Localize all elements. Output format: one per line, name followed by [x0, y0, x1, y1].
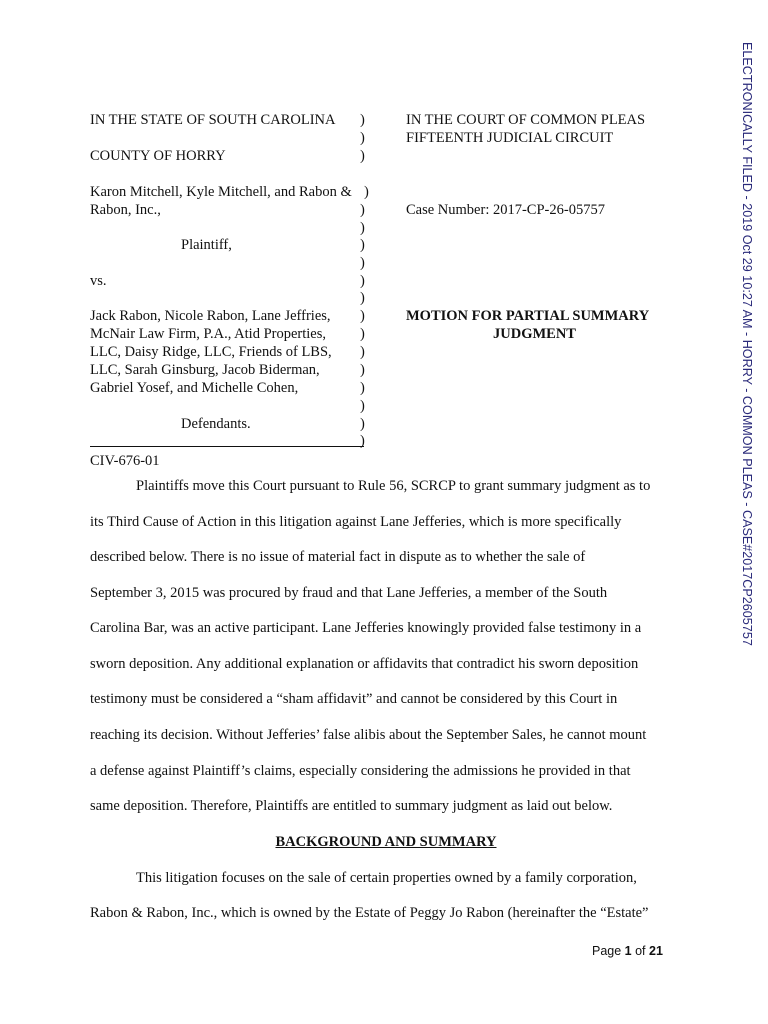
total-pages: 21 [649, 944, 663, 958]
caption-paren: ) [360, 308, 365, 324]
page-of: of [631, 944, 649, 958]
motion-title-line-1: MOTION FOR PARTIAL SUMMARY [406, 308, 650, 324]
paragraph-1-line: described below. There is no issue of material fact in dispute as to whether the sale of [90, 549, 586, 565]
defendants-line-4: LLC, Sarah Ginsburg, Jacob Biderman, [90, 362, 320, 378]
plaintiff-label: Plaintiff, [181, 237, 232, 253]
page-number [592, 944, 663, 958]
county-line: COUNTY OF HORRY [90, 148, 226, 164]
caption-paren: ) [360, 273, 365, 289]
caption-paren: ) [360, 220, 365, 236]
caption-underline [90, 446, 364, 447]
current-page: 1 [624, 944, 632, 958]
caption-paren: ) [360, 416, 365, 432]
paragraph-1-line: Plaintiffs move this Court pursuant to Rule 56, SCRCP to grant summary judgment as to [136, 478, 651, 494]
caption-paren: ) [360, 433, 365, 449]
paragraph-2-line: Rabon & Rabon, Inc., which is owned by the Estate of Peggy Jo Rabon (hereinafter the “Estate” [90, 905, 649, 921]
caption-paren: ) [360, 130, 365, 146]
caption-paren: ) [360, 237, 365, 253]
caption-paren: ) [360, 362, 365, 378]
caption-paren: ) [360, 290, 365, 306]
caption-paren: ) [360, 398, 365, 414]
motion-title-line-2: JUDGMENT [493, 326, 576, 342]
paragraph-1-line: a defense against Plaintiff’s claims, especially considering the admissions he provided in that [90, 763, 631, 779]
paragraph-1-line: sworn deposition. Any additional explanation or affidavits that contradict his sworn deposition [90, 656, 639, 672]
caption-paren: ) [364, 184, 369, 200]
electronic-filing-stamp: ELECTRONICALLY FILED - 2019 Oct 29 10:27 AM - HORRY - COMMON PLEAS - CASE#2017CP2605757 [740, 42, 754, 646]
case-number: Case Number: 2017-CP-26-05757 [406, 202, 605, 218]
section-heading: BACKGROUND AND SUMMARY [275, 834, 497, 850]
caption-paren: ) [360, 255, 365, 271]
plaintiffs-line-2: Rabon, Inc., [90, 202, 161, 218]
paragraph-1-line: same deposition. Therefore, Plaintiffs are entitled to summary judgment as laid out below. [90, 798, 613, 814]
paragraph-1-line: testimony must be considered a “sham affidavit” and cannot be considered by this Court in [90, 691, 618, 707]
state-line: IN THE STATE OF SOUTH CAROLINA [90, 112, 336, 128]
paragraph-1-line: Carolina Bar, was an active participant. Lane Jefferies knowingly provided false testimony in a [90, 620, 642, 636]
defendants-line-3: LLC, Daisy Ridge, LLC, Friends of LBS, [90, 344, 332, 360]
paragraph-1-line: reaching its decision. Without Jefferies’ false alibis about the September Sales, he cannot mount [90, 727, 647, 743]
caption-paren: ) [360, 148, 365, 164]
court-name: IN THE COURT OF COMMON PLEAS [406, 112, 646, 128]
caption-paren: ) [360, 202, 365, 218]
defendants-line-1: Jack Rabon, Nicole Rabon, Lane Jeffries, [90, 308, 331, 324]
circuit-name: FIFTEENTH JUDICIAL CIRCUIT [406, 130, 614, 146]
civ-number: CIV-676-01 [90, 453, 160, 469]
page-prefix: Page [592, 944, 625, 958]
defendants-line-2: McNair Law Firm, P.A., Atid Properties, [90, 326, 327, 342]
defendants-line-5: Gabriel Yosef, and Michelle Cohen, [90, 380, 299, 396]
defendants-label: Defendants. [181, 416, 251, 432]
paragraph-1-line: September 3, 2015 was procured by fraud and that Lane Jefferies, a member of the South [90, 585, 608, 601]
paragraph-2-line: This litigation focuses on the sale of certain properties owned by a family corporation, [136, 870, 637, 886]
versus-label: vs. [90, 273, 107, 289]
caption-paren: ) [360, 326, 365, 342]
plaintiffs-line-1: Karon Mitchell, Kyle Mitchell, and Rabon & [90, 184, 352, 200]
caption-paren: ) [360, 344, 365, 360]
caption-paren: ) [360, 112, 365, 128]
caption-paren: ) [360, 380, 365, 396]
paragraph-1-line: its Third Cause of Action in this litigation against Lane Jefferies, which is more specifically [90, 514, 622, 530]
